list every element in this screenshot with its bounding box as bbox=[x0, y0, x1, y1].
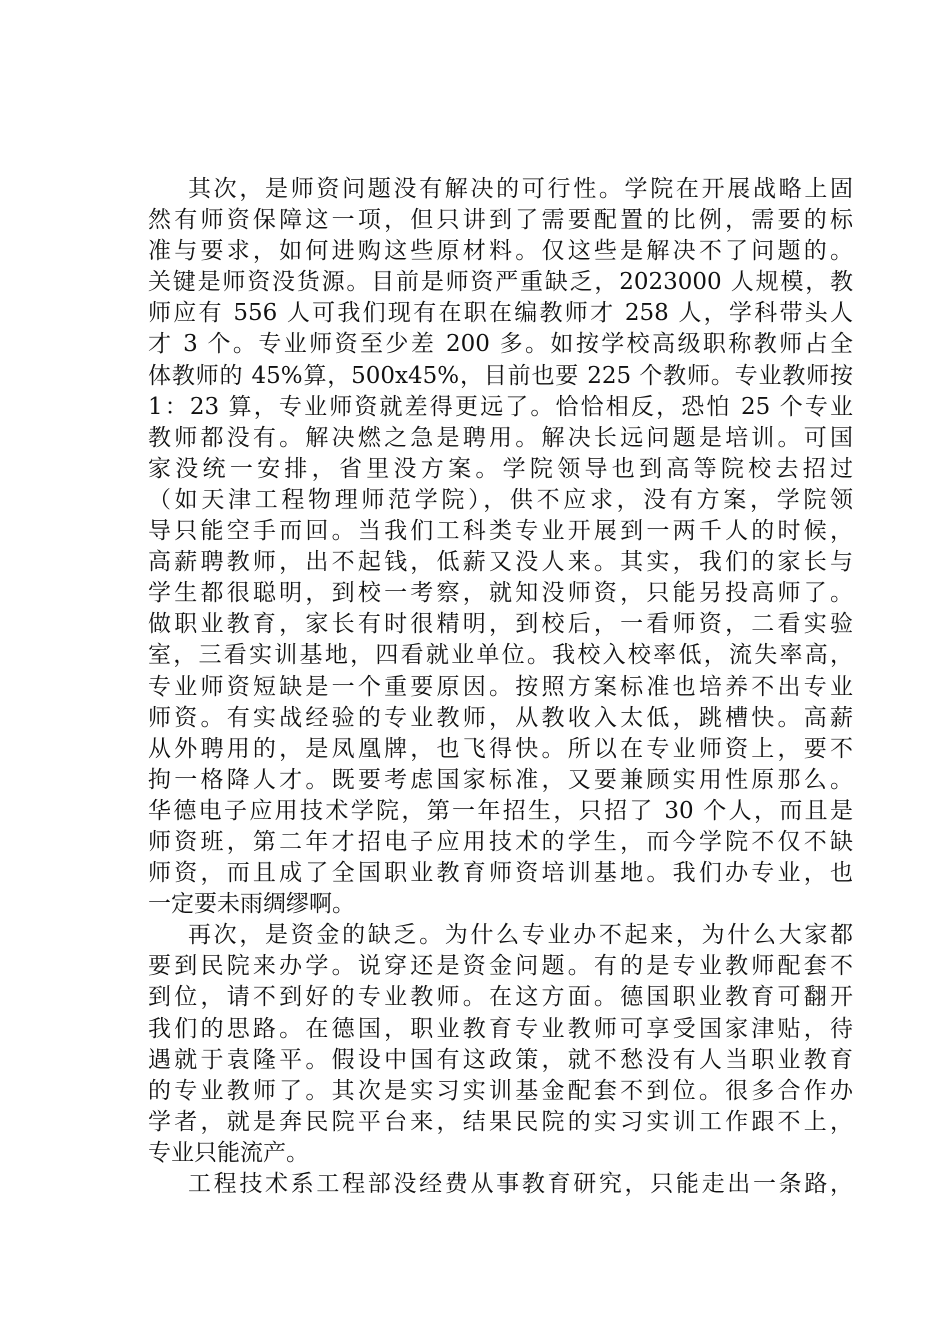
text-line: 才 3 个。专业师资至少差 200 多。如按学校高级职称教师占全 bbox=[148, 331, 853, 358]
text-line: 室，三看实训基地，四看就业单位。我校入校率低，流失率高， bbox=[148, 642, 853, 669]
text-line: 拘一格降人才。既要考虑国家标准，又要兼顾实用性原那么。 bbox=[148, 766, 853, 793]
text-line: 师应有 556 人可我们现有在职在编教师才 258 人，学科带头人 bbox=[148, 300, 853, 327]
text-line: 1：23 算，专业师资就差得更远了。恰恰相反，恐怕 25 个专业 bbox=[148, 393, 853, 420]
text-line: 从外聘用的，是凤凰牌，也飞得快。所以在专业师资上，要不 bbox=[148, 735, 853, 762]
text-line: 遇就于袁隆平。假设中国有这政策，就不愁没有人当职业教育 bbox=[148, 1046, 853, 1073]
text-line: 华德电子应用技术学院，第一年招生，只招了 30 个人，而且是 bbox=[148, 797, 853, 824]
text-line: 工程技术系工程部没经费从事教育研究，只能走出一条路， bbox=[188, 1171, 853, 1197]
text-line: 然有师资保障这一项，但只讲到了需要配置的比例，需要的标 bbox=[148, 207, 853, 234]
text-line: 专业只能流产。 bbox=[148, 1139, 309, 1166]
text-line: 关键是师资没货源。目前是师资严重缺乏，2023000 人规模，教 bbox=[148, 269, 853, 296]
document-body bbox=[148, 174, 853, 1200]
text-line: 学者，就是奔民院平台来，结果民院的实习实训工作跟不上， bbox=[148, 1108, 853, 1135]
text-line: 导只能空手而回。当我们工科类专业开展到一两千人的时候， bbox=[148, 518, 853, 545]
text-line: 一定要未雨绸缪啊。 bbox=[148, 891, 355, 918]
text-line: 家没统一安排，省里没方案。学院领导也到高等院校去招过 bbox=[148, 455, 853, 482]
text-line: 其次，是师资问题没有解决的可行性。学院在开展战略上固 bbox=[188, 176, 853, 202]
text-line: 的专业教师了。其次是实习实训基金配套不到位。很多合作办 bbox=[148, 1077, 853, 1104]
text-line: 师资班，第二年才招电子应用技术的学生，而今学院不仅不缺 bbox=[148, 828, 853, 855]
text-line: 再次，是资金的缺乏。为什么专业办不起来，为什么大家都 bbox=[188, 922, 853, 949]
text-line: 要到民院来办学。说穿还是资金问题。有的是专业教师配套不 bbox=[148, 953, 853, 980]
text-line: 教师都没有。解决燃之急是聘用。解决长远问题是培训。可国 bbox=[148, 424, 853, 451]
text-line: 专业师资短缺是一个重要原因。按照方案标准也培养不出专业 bbox=[148, 673, 853, 700]
text-line: （如天津工程物理师范学院），供不应求，没有方案，学院领 bbox=[148, 486, 853, 513]
text-line: 高薪聘教师，出不起钱，低薪又没人来。其实，我们的家长与 bbox=[148, 549, 853, 576]
text-line: 体教师的 45%算，500x45%，目前也要 225 个教师。专业教师按 bbox=[148, 362, 853, 389]
text-line: 师资。有实战经验的专业教师，从教收入太低，跳槽快。高薪 bbox=[148, 704, 853, 731]
text-line: 准与要求，如何进购这些原材料。仅这些是解决不了问题的。 bbox=[148, 238, 853, 265]
text-line: 我们的思路。在德国，职业教育专业教师可享受国家津贴，待 bbox=[148, 1015, 853, 1042]
text-line: 学生都很聪明，到校一考察，就知没师资，只能另投高师了。 bbox=[148, 580, 853, 607]
text-line: 做职业教育，家长有时很精明，到校后，一看师资，二看实验 bbox=[148, 611, 853, 638]
text-line: 到位，请不到好的专业教师。在这方面。德国职业教育可翻开 bbox=[148, 984, 853, 1011]
text-line: 师资，而且成了全国职业教育师资培训基地。我们办专业，也 bbox=[148, 860, 853, 887]
